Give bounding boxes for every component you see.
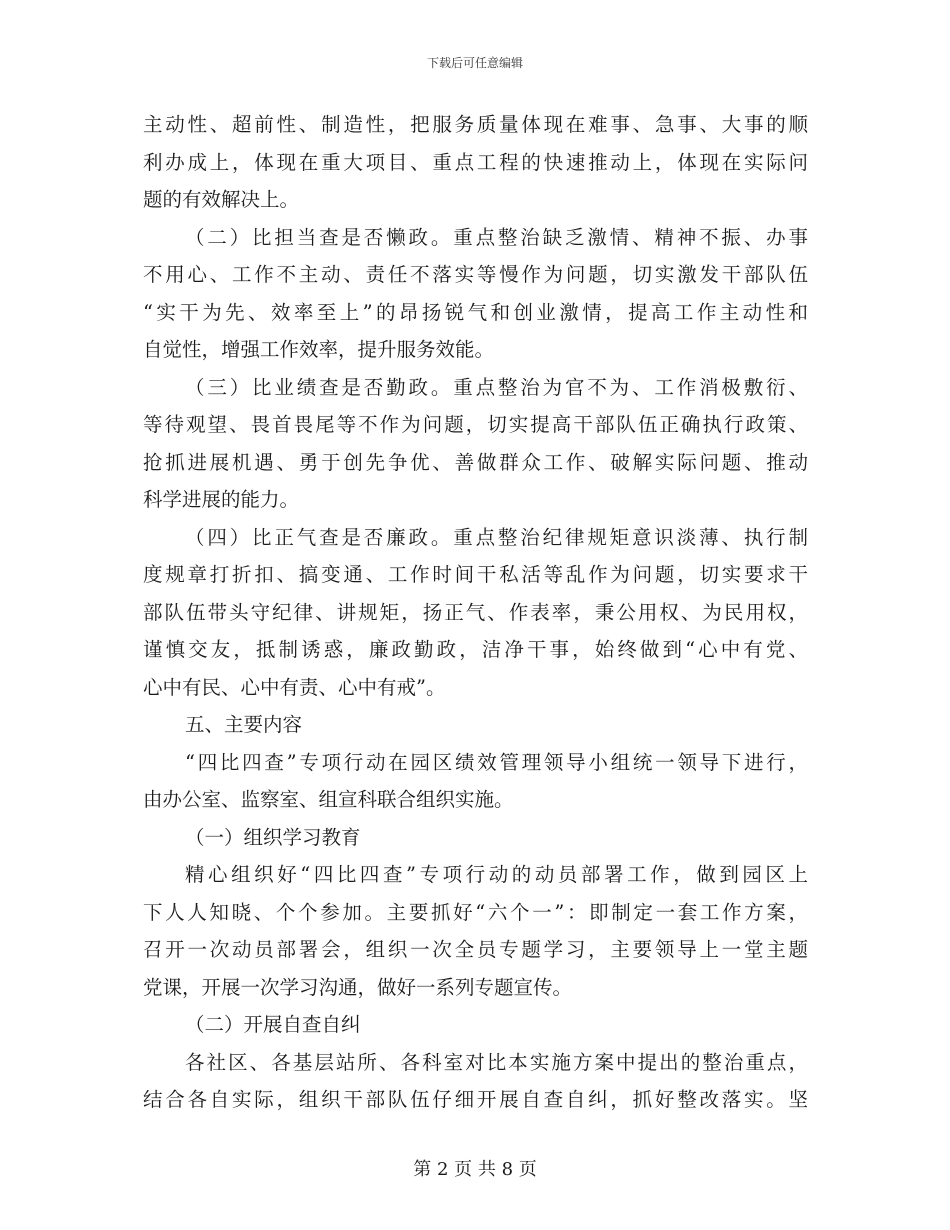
- text-line: 利办成上，体现在重大项目、重点工程的快速推动上，体现在实际问: [143, 150, 808, 174]
- text-line: 部队伍带头守纪律、讲规矩，扬正气、作表率，秉公用权、为民用权，: [143, 600, 808, 624]
- text-line: 结合各自实际，组织干部队伍仔细开展自查自纠，抓好整改落实。坚: [143, 1088, 808, 1111]
- text-line: 谨慎交友，抵制诱惑，廉政勤政，洁净干事，始终做到“心中有党、: [143, 638, 808, 661]
- text-line: 不用心、工作不主动、责任不落实等慢作为问题，切实激发干部队伍: [143, 263, 808, 286]
- text-line: 抢抓进展机遇、勇于创先争优、善做群众工作、破解实际问题、推动: [143, 450, 808, 474]
- text-line: （二）比担当查是否懒政。重点整治缺乏激情、精神不振、办事: [185, 225, 808, 249]
- text-line: 度规章打折扣、搞变通、工作时间干私活等乱作为问题，切实要求干: [143, 563, 808, 586]
- text-line: （四）比正气查是否廉政。重点整治纪律规矩意识淡薄、执行制: [185, 525, 808, 549]
- page-number-footer: 第 2 页 共 8 页: [413, 1159, 537, 1180]
- subsection-heading: （一）组织学习教育: [185, 825, 361, 849]
- text-line: 主动性、超前性、制造性，把服务质量体现在难事、急事、大事的顺: [143, 113, 808, 136]
- text-line: （三）比业绩查是否勤政。重点整治为官不为、工作消极敷衍、: [185, 375, 808, 399]
- section-heading: 五、主要内容: [185, 713, 303, 736]
- text-line: 精心组织好“四比四查”专项行动的动员部署工作，做到园区上: [185, 863, 808, 886]
- text-line: 自觉性，增强工作效率，提升服务效能。: [143, 338, 495, 361]
- text-line: 党课，开展一次学习沟通，做好一系列专题宣传。: [143, 975, 573, 999]
- text-line: 题的有效解决上。: [143, 188, 300, 211]
- text-line: “实干为先、效率至上”的昂扬锐气和创业激情，提高工作主动性和: [143, 300, 808, 324]
- subsection-heading: （二）开展自查自纠: [185, 1013, 361, 1036]
- text-line: 心中有民、心中有责、心中有戒”。: [143, 675, 446, 699]
- text-line: 由办公室、监察室、组宣科联合组织实施。: [143, 788, 514, 811]
- text-line: 各社区、各基层站所、各科室对比本实施方案中提出的整治重点，: [185, 1050, 808, 1074]
- text-line: 下人人知晓、个个参加。主要抓好“六个一”：即制定一套工作方案，: [143, 900, 808, 924]
- text-line: 等待观望、畏首畏尾等不作为问题，切实提高干部队伍正确执行政策、: [143, 413, 808, 436]
- text-line: 召开一次动员部署会，组织一次全员专题学习，主要领导上一堂主题: [143, 938, 808, 961]
- document-body: [143, 106, 808, 1119]
- text-line: “四比四查”专项行动在园区绩效管理领导小组统一领导下进行，: [185, 750, 808, 774]
- page-header-note: 下载后可任意编辑: [426, 56, 523, 70]
- text-line: 科学进展的能力。: [143, 488, 300, 511]
